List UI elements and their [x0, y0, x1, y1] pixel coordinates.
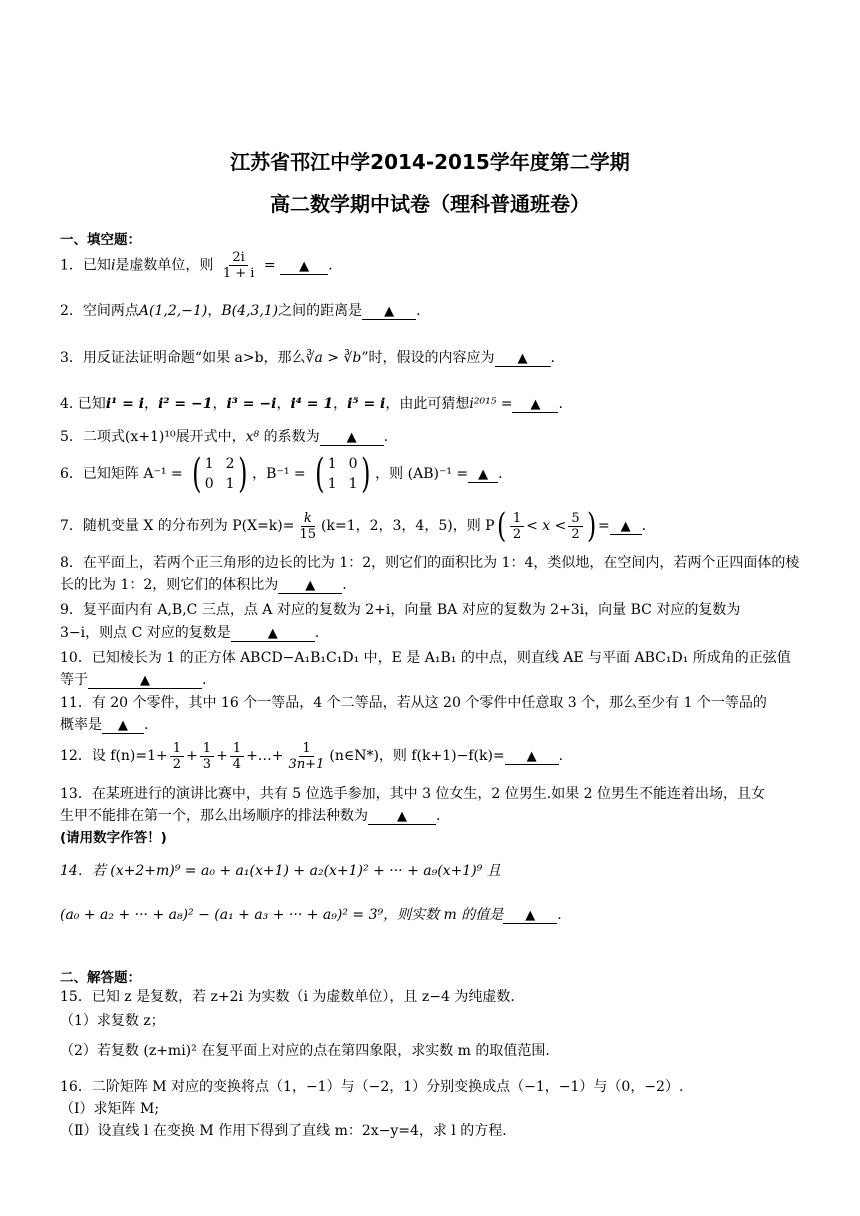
question-14: 14．若 (x+2+m)⁹ = a₀ + a₁(x+1) + a₂(x+1)² + ··· + a₉(x+1)⁹ 且 — [60, 863, 501, 879]
answer-blank: ▲ — [362, 305, 416, 320]
answer-blank: ▲ — [468, 468, 498, 483]
fraction: $\frac{5}{2}$ — [568, 511, 582, 542]
answer-blank: ▲ — [503, 909, 557, 924]
fraction: $\frac{1}{2}$ — [170, 741, 184, 772]
answer-blank: ▲ — [278, 579, 342, 594]
question-15-part-2: （2）若复数 (z+mi)² 在复平面上对应的点在第四象限，求实数 m 的取值范围. — [60, 1043, 550, 1059]
question-12: 12．设 f(n)=1+ $\frac{1}{2}$ + $\frac{1}{3}$ + $\frac{1}{4}$ +…+ $\frac{1}{3n+1}$ (n∈N*)，则 f(k+1)−f(k)= ▲ . — [60, 740, 564, 772]
question-6: 6．已知矩阵 A⁻¹ = ( 1 2 0 1 ) ，B⁻¹ = ( 1 0 1 1 ) ，则 (AB)⁻¹ = ▲ . — [60, 451, 503, 497]
question-9: 9．复平面内有 A,B,C 三点，点 A 对应的复数为 2+i，向量 BA 对应的复数为 2+3i，向量 BC 对应的复数为 — [60, 602, 741, 618]
question-15-part-1: （1）求复数 z； — [60, 1013, 165, 1029]
matrix-b-inverse: ( 1 0 1 1 ) — [315, 451, 371, 497]
answer-blank: ▲ — [610, 520, 642, 535]
question-2: 2．空间两点A(1,2,−1)，B(4,3,1)之间的距离是 ▲ . — [60, 303, 421, 319]
matrix-a-inverse: ( 1 2 0 1 ) — [192, 451, 248, 497]
question-13-note: (请用数字作答！) — [60, 830, 167, 846]
answer-blank: ▲ — [280, 260, 328, 275]
question-10: 10．已知棱长为 1 的正方体 ABCD−A₁B₁C₁D₁ 中，E 是 A₁B₁ 的中点，则直线 AE 与平面 ABC₁D₁ 所成角的正弦值 — [60, 650, 791, 666]
answer-blank: ▲ — [88, 674, 202, 689]
question-3: 3．用反证法证明命题“如果 a>b，那么∛a > ∛b”时，假设的内容应为 ▲ . — [60, 350, 555, 366]
fraction: $\frac{1}{4}$ — [230, 741, 244, 772]
question-7: 7．随机变量 X 的分布列为 P(X=k)= $\frac{k}{15}$ (k=1，2，3，4，5)，则 P( $\frac{1}{2}$ < x < $\frac{5}{2}$ ) = ▲ . — [60, 506, 647, 546]
question-8: 8．在平面上，若两个正三角形的边长的比为 1：2，则它们的面积比为 1：4，类似地，在空间内，若两个正四面体的棱长的比为 1：2，则它们的体积比为 ▲ . — [60, 555, 800, 593]
section-solve: 二、解答题： — [60, 970, 141, 986]
answer-blank: ▲ — [505, 750, 559, 765]
fraction: $\frac{k}{15}$ — [299, 510, 317, 542]
answer-blank: ▲ — [368, 810, 436, 825]
question-9-line-2: 3−i，则点 C 对应的复数是 ▲ . — [60, 625, 320, 641]
question-4: 4. 已知i¹ = i，i² = −1，i³ = −i，i⁴ = 1，i⁵ = i，由此可猜想i²⁰¹⁵ = ▲ . — [60, 396, 563, 412]
answer-blank: ▲ — [102, 719, 144, 734]
question-16: 16．二阶矩阵 M 对应的变换将点（1，−1）与（−2，1）分别变换成点（−1，−1）与（0，−2）. — [60, 1079, 684, 1095]
question-10-line-2: 等于 ▲ . — [60, 672, 207, 688]
exam-title: 江苏省邗江中学2014-2015学年度第二学期 — [230, 150, 630, 174]
answer-blank: ▲ — [495, 352, 551, 367]
question-11-line-2: 概率是 ▲ . — [60, 717, 149, 733]
question-14-line-2: (a₀ + a₂ + ··· + a₈)² − (a₁ + a₃ + ··· + a₉)² = 3⁹，则实数 m 的值是 ▲ . — [60, 907, 562, 923]
question-13: 13．在某班进行的演讲比赛中，共有 5 位选手参加，其中 3 位女生，2 位男生.如果 2 位男生不能连着出场，且女 — [60, 786, 766, 802]
question-1: 1．已知i是虚数单位，则 $\frac{2i}{1 + i}$ = ▲ . — [60, 250, 333, 281]
answer-blank: ▲ — [320, 431, 384, 446]
answer-blank: ▲ — [231, 627, 315, 642]
exam-subtitle: 高二数学期中试卷（理科普通班卷） — [270, 192, 590, 216]
section-fill-in: 一、填空题： — [60, 232, 141, 248]
question-13-line-2: 生甲不能排在第一个，那么出场顺序的排法种数为 ▲ . — [60, 808, 441, 824]
question-16-part-1: （Ⅰ）求矩阵 M; — [60, 1101, 160, 1117]
question-11: 11．有 20 个零件，其中 16 个一等品，4 个二等品，若从这 20 个零件中任意取 3 个，那么至少有 1 个一等品的 — [60, 695, 767, 711]
fraction: $\frac{1}{3n+1}$ — [288, 740, 325, 772]
question-5: 5．二项式(x+1)¹⁰展开式中，x⁸ 的系数为 ▲ . — [60, 429, 389, 445]
question-16-part-2: （Ⅱ）设直线 l 在变换 M 作用下得到了直线 m：2x−y=4，求 l 的方程. — [60, 1123, 507, 1139]
fraction: $\frac{2i}{1 + i}$ — [222, 250, 255, 281]
fraction: $\frac{1}{3}$ — [200, 741, 214, 772]
answer-blank: ▲ — [512, 398, 558, 413]
question-15: 15．已知 z 是复数，若 z+2i 为实数（i 为虚数单位），且 z−4 为纯虚数. — [60, 989, 515, 1005]
fraction: $\frac{1}{2}$ — [510, 511, 524, 542]
